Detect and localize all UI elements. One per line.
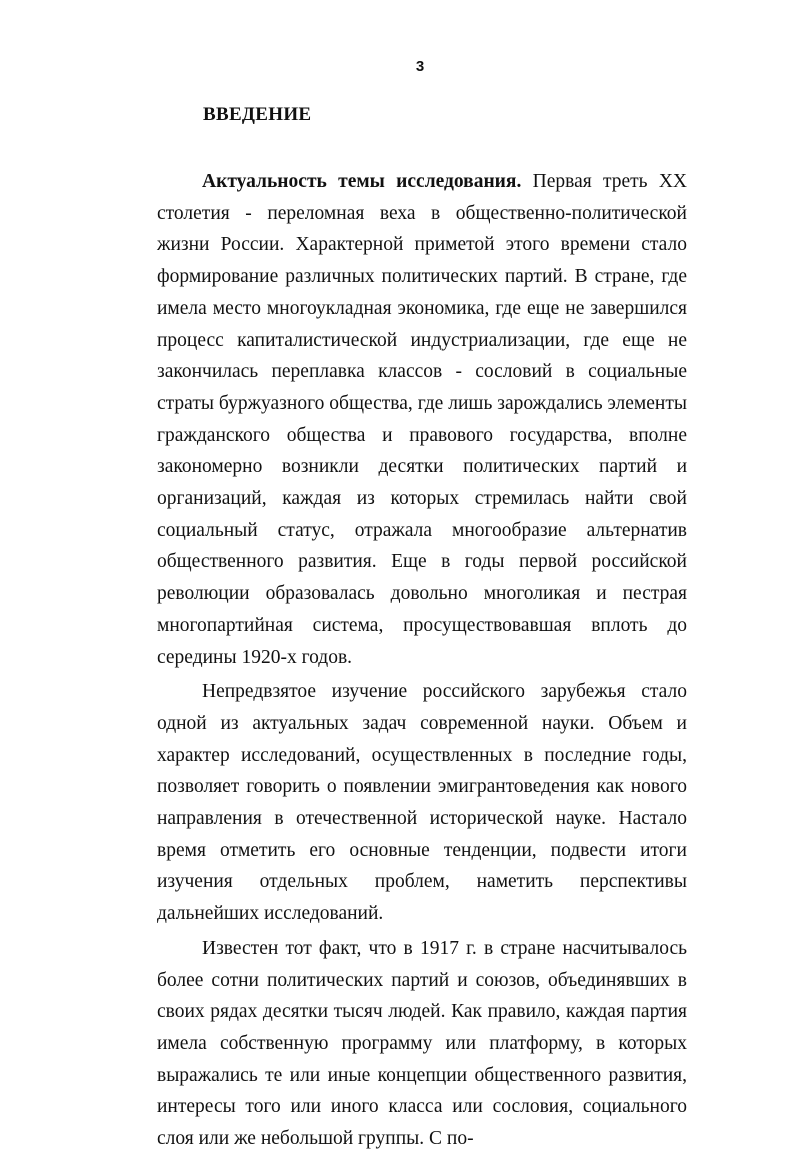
paragraph-relevance	[157, 166, 687, 673]
paragraph-lead: Актуальность темы исследования.	[202, 171, 522, 192]
paragraph-text: Непредвзятое изучение российского зарубежья стало одной из актуальных задач современной науки. Объем и характер исследований, осуществленных в последние годы, позволяет говорить о появлении эмигрантоведения как нового направления в отечественной исторической науке. Настало время отметить его основные тенденции, подвести итоги изучения отдельных проблем, наметить перспективы дальнейших исследований.	[157, 681, 687, 925]
section-heading: ВВЕДЕНИЕ	[203, 104, 312, 125]
paragraph-emigration-studies	[157, 676, 687, 930]
paragraph-text: Известен тот факт, что в 1917 г. в стране насчитывалось более сотни политических партий и союзов, объединявших в своих рядах десятки тысяч людей. Как правило, каждая партия имела собственную программу или платформу, в которых выражались те или иные концепции общественного развития, интересы того или иного класса или сословия, социального слоя или же небольшой группы. С по-	[157, 937, 687, 1150]
paragraph-text: Первая треть XX столетия - переломная веха в общественно-политической жизни России. Характерной приметой этого времени стало формирование различных политических партий. В стране, где имела место многоукладная экономика, где еще не завершился процесс капиталистической индустриализации, где еще не закончилась переплавка классов - сословий в социальные страты буржуазного общества, где лишь зарождались элементы гражданского общества и правового государства, вполне закономерно возникли десятки политических партий и организаций, каждая из которых стремилась найти свой социальный статус, отражала многообразие альтернатив общественного развития. Еще в годы первой российской революции образовалась довольно многоликая и пестрая многопартийная система, просуществовавшая вплоть до середины 1920-х годов.	[157, 171, 688, 668]
paragraph-parties-1917	[157, 933, 687, 1155]
page-number: 3	[415, 58, 425, 75]
body-text	[157, 166, 687, 1158]
